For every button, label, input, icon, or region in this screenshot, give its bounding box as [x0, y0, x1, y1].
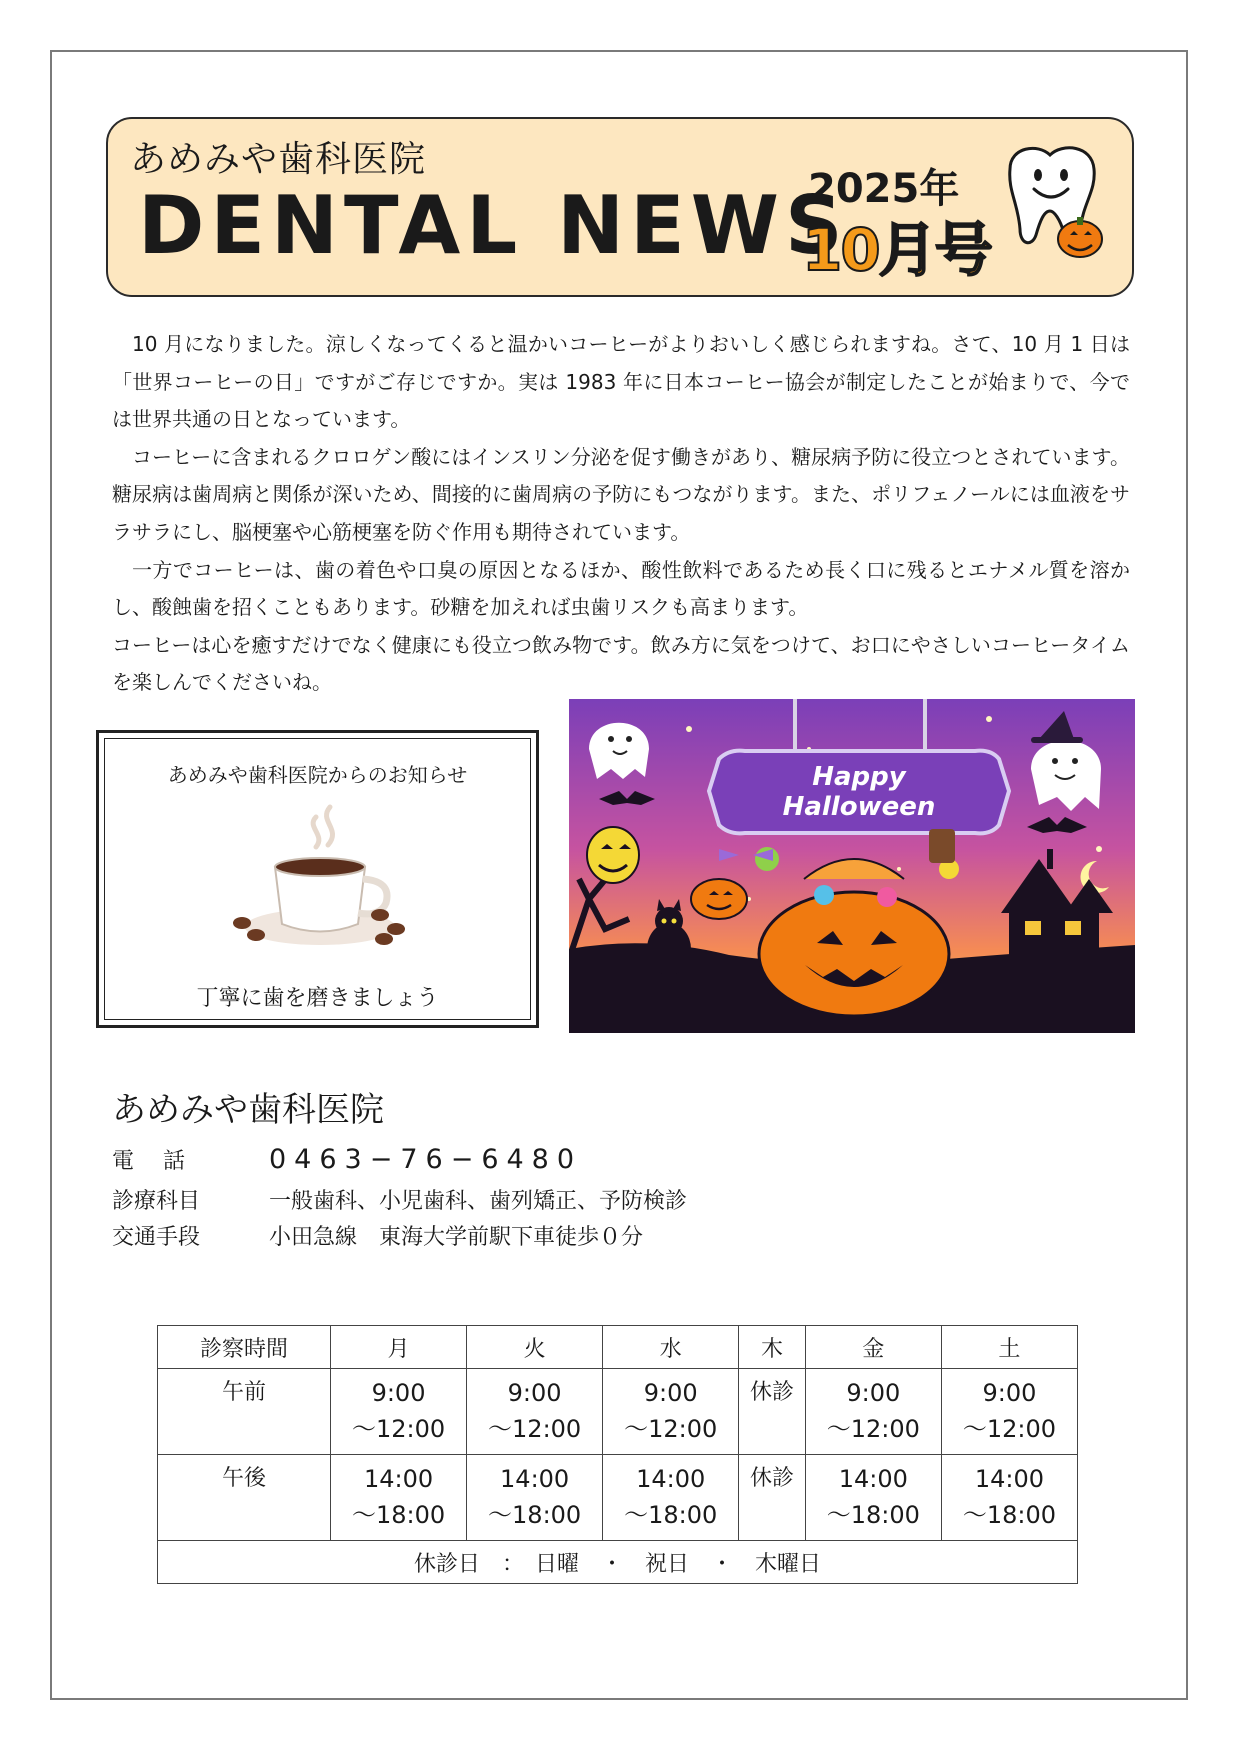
period-label: 午後: [158, 1455, 331, 1541]
info-row-phone: [112, 1144, 582, 1175]
access-label: 交通手段: [112, 1225, 201, 1250]
sign-line-2: Halloween: [782, 792, 936, 822]
time-cell: 9:00 ～12:00: [805, 1369, 941, 1455]
article-body: [112, 326, 1130, 702]
article-paragraph: コーヒーに含まれるクロロゲン酸にはインスリン分泌を促す働きがあり、糖尿病予防に役立つとされています。糖尿病は歯周病と関係が深いため、間接的に歯周病の予防にもつながります。また、ポリフェノールには血液をサラサラにし、脳梗塞や心筋梗塞を防ぐ作用も期待されています。: [112, 444, 1130, 544]
time-cell: 14:00 ～18:00: [467, 1455, 603, 1541]
notice-caption: 丁寧に歯を磨きましょう: [196, 986, 439, 1011]
schedule-table: [157, 1325, 1078, 1584]
time-cell: 14:00 ～18:00: [331, 1455, 467, 1541]
schedule-header-row: [158, 1326, 1078, 1369]
pumpkin-icon: [587, 827, 639, 883]
header-cell: 診察時間: [158, 1326, 331, 1369]
time-cell: 9:00 ～12:00: [603, 1369, 739, 1455]
departments-value: 一般歯科、小児歯科、歯列矯正、予防検診: [269, 1189, 688, 1214]
news-title: DENTAL NEWS: [138, 179, 849, 272]
time-cell: 14:00 ～18:00: [805, 1455, 941, 1541]
time-cell: 9:00 ～12:00: [331, 1369, 467, 1455]
closed-days: 休診日 ： 日曜 ・ 祝日 ・ 木曜日: [158, 1541, 1078, 1584]
clinic-title: あめみや歯科医院: [130, 139, 427, 180]
access-value: 小田急線 東海大学前駅下車徒歩０分: [269, 1225, 644, 1250]
phone-label: 電話: [112, 1149, 215, 1174]
schedule-row-morning: [158, 1369, 1078, 1455]
time-cell: 休診: [739, 1455, 806, 1541]
clinic-name: あめみや歯科医院: [112, 1090, 384, 1130]
time-cell: 14:00 ～18:00: [941, 1455, 1077, 1541]
info-row-access: [112, 1220, 643, 1251]
sign-line-1: Happy: [812, 762, 906, 792]
header-banner: [106, 117, 1134, 297]
article-paragraph: コーヒーは心を癒すだけでなく健康にも役立つ飲み物です。飲み方に気をつけて、お口にやさしいコーヒータイムを楽しんでくださいね。: [112, 632, 1130, 695]
issue-month: 10月号: [802, 216, 991, 284]
header-cell: 火: [467, 1326, 603, 1369]
article-paragraph: 一方でコーヒーは、歯の着色や口臭の原因となるほか、酸性飲料であるため長く口に残るとエナメル質を溶かし、酸蝕歯を招くこともあります。砂糖を加えれば虫歯リスクも高まります。: [112, 557, 1130, 620]
ghost-icon: [589, 723, 649, 779]
notice-box: [96, 730, 539, 1028]
notice-title: あめみや歯科医院からのお知らせ: [167, 763, 468, 787]
header-cell: 月: [331, 1326, 467, 1369]
header-cell: 金: [805, 1326, 941, 1369]
coffee-cup-icon: [220, 799, 420, 959]
happy-halloween-sign: [709, 751, 1009, 834]
period-label: 午前: [158, 1369, 331, 1455]
header-cell: 木: [739, 1326, 806, 1369]
schedule-row-afternoon: [158, 1455, 1078, 1541]
notice-inner-frame: [104, 738, 531, 1020]
issue-year: 2025年: [808, 166, 960, 212]
time-cell: 14:00 ～18:00: [603, 1455, 739, 1541]
header-cell: 水: [603, 1326, 739, 1369]
schedule-footer-row: [158, 1541, 1078, 1584]
info-row-departments: [112, 1184, 687, 1215]
time-cell: 9:00 ～12:00: [467, 1369, 603, 1455]
departments-label: 診療科目: [112, 1189, 201, 1214]
time-cell: 休診: [739, 1369, 806, 1455]
tooth-mascot-icon: [988, 139, 1118, 264]
article-paragraph: 10 月になりました。涼しくなってくると温かいコーヒーがよりおいしく感じられますね。さて、10 月 1 日は「世界コーヒーの日」ですがご存じですか。実は 1983 年に日本コーヒー協会が制定したことが始まりで、今では世界共通の日となっています。: [112, 332, 1130, 432]
time-cell: 9:00 ～12:00: [941, 1369, 1077, 1455]
halloween-illustration: [569, 699, 1135, 1033]
phone-number: 0463−76−6480: [269, 1144, 583, 1175]
header-cell: 土: [941, 1326, 1077, 1369]
